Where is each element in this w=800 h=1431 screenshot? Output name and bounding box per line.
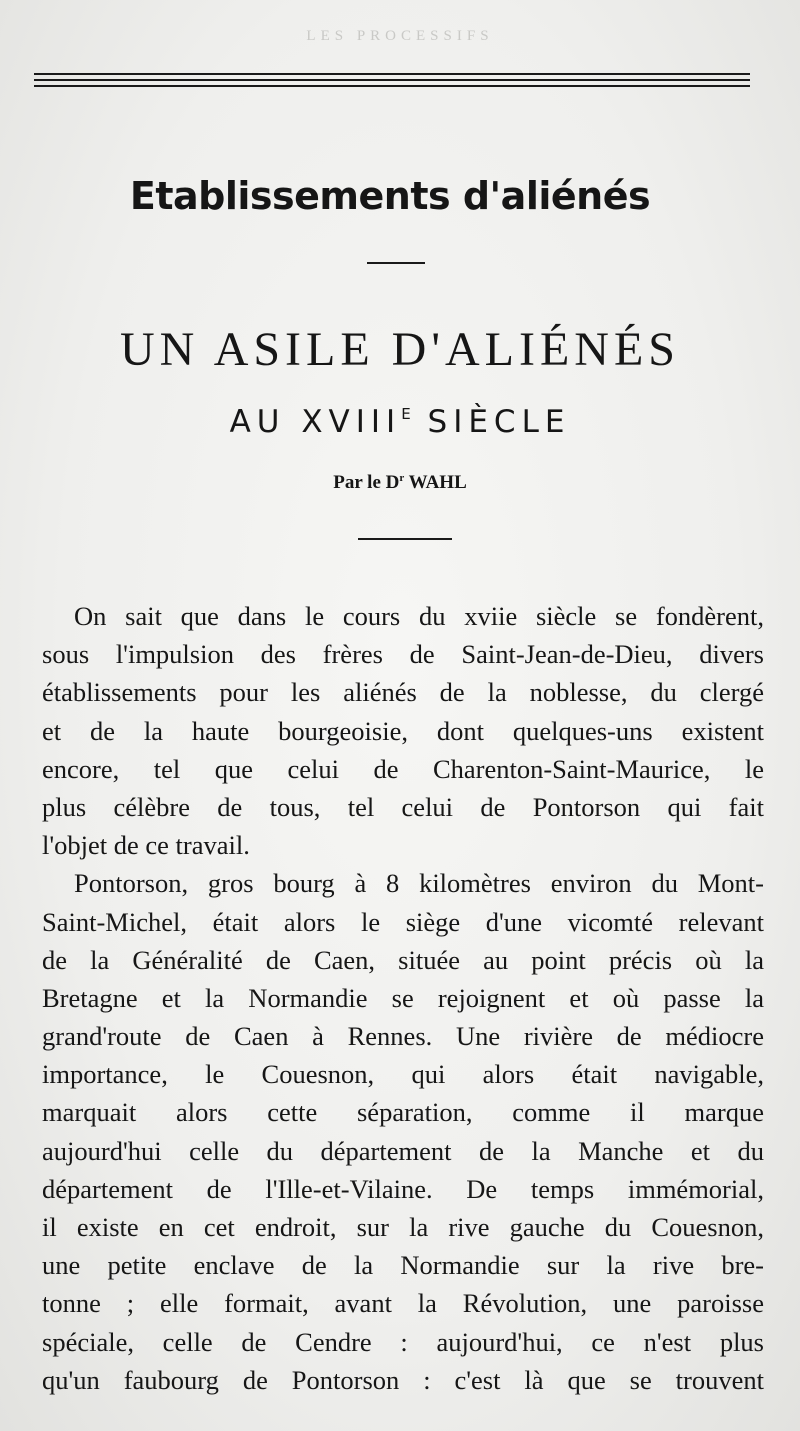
body-line: tonne ; elle formait, avant la Révolution, une paroisse: [42, 1288, 764, 1319]
body-line: aujourd'hui celle du département de la Manche et du: [42, 1135, 764, 1166]
article-title: UN ASILE D'ALIÉNÉS: [120, 323, 680, 376]
body-line: encore, tel que celui de Charenton-Saint-Maurice, le: [42, 753, 764, 784]
body-line: grand'route de Caen à Rennes. Une rivière de médiocre: [42, 1021, 764, 1052]
body-line: marquait alors cette séparation, comme il marque: [42, 1097, 764, 1128]
body-line: de la Généralité de Caen, située au point précis où la: [42, 944, 764, 975]
article-subtitle: [0, 394, 800, 442]
body-line: Bretagne et la Normandie se rejoignent et où passe la: [42, 982, 764, 1013]
body-line: une petite enclave de la Normandie sur la rive bre-: [42, 1250, 764, 1281]
byline-separator-rule: [358, 538, 452, 540]
body-line: et de la haute bourgeoisie, dont quelques-uns existent: [42, 715, 764, 746]
title-separator-rule: [367, 262, 425, 264]
subtitle-prefix: AU XVIII: [229, 404, 402, 440]
body-line: il existe en cet endroit, sur la rive gauche du Couesnon,: [42, 1212, 764, 1242]
body-line: qu'un faubourg de Pontorson : c'est là que se trouvent: [42, 1364, 764, 1395]
body-line: département de l'Ille-et-Vilaine. De temps immémorial,: [42, 1173, 764, 1204]
byline-author: WAHL: [404, 472, 467, 493]
byline-prefix: Par le D: [333, 472, 400, 493]
body-line: Saint-Michel, était alors le siège d'une vicomté relevant: [42, 906, 764, 937]
running-head: LES PROCESSIFS: [306, 28, 494, 44]
body-line: plus célèbre de tous, tel celui de Pontorson qui fait: [42, 791, 764, 822]
body-line: l'objet de ce travail.: [42, 830, 250, 861]
body-line: Pontorson, gros bourg à 8 kilomètres environ du Mont-: [74, 868, 764, 899]
byline: [0, 466, 800, 495]
subtitle-suffix: SIÈCLE: [411, 404, 571, 440]
subtitle-superscript: E: [401, 405, 412, 423]
body-line: sous l'impulsion des frères de Saint-Jean-de-Dieu, divers: [42, 639, 764, 670]
article-body: [42, 597, 764, 1399]
section-title: Etablissements d'aliénés: [129, 174, 651, 218]
header-rule: [34, 85, 750, 87]
body-line: importance, le Couesnon, qui alors était navigable,: [42, 1059, 764, 1090]
header-double-rule: [34, 73, 750, 81]
byline-superscript: r: [399, 472, 405, 484]
body-line: On sait que dans le cours du xviie siècle se fondèrent,: [74, 601, 764, 631]
body-line: établissements pour les aliénés de la noblesse, du clergé: [42, 677, 764, 708]
body-line: spéciale, celle de Cendre : aujourd'hui, ce n'est plus: [42, 1326, 764, 1357]
